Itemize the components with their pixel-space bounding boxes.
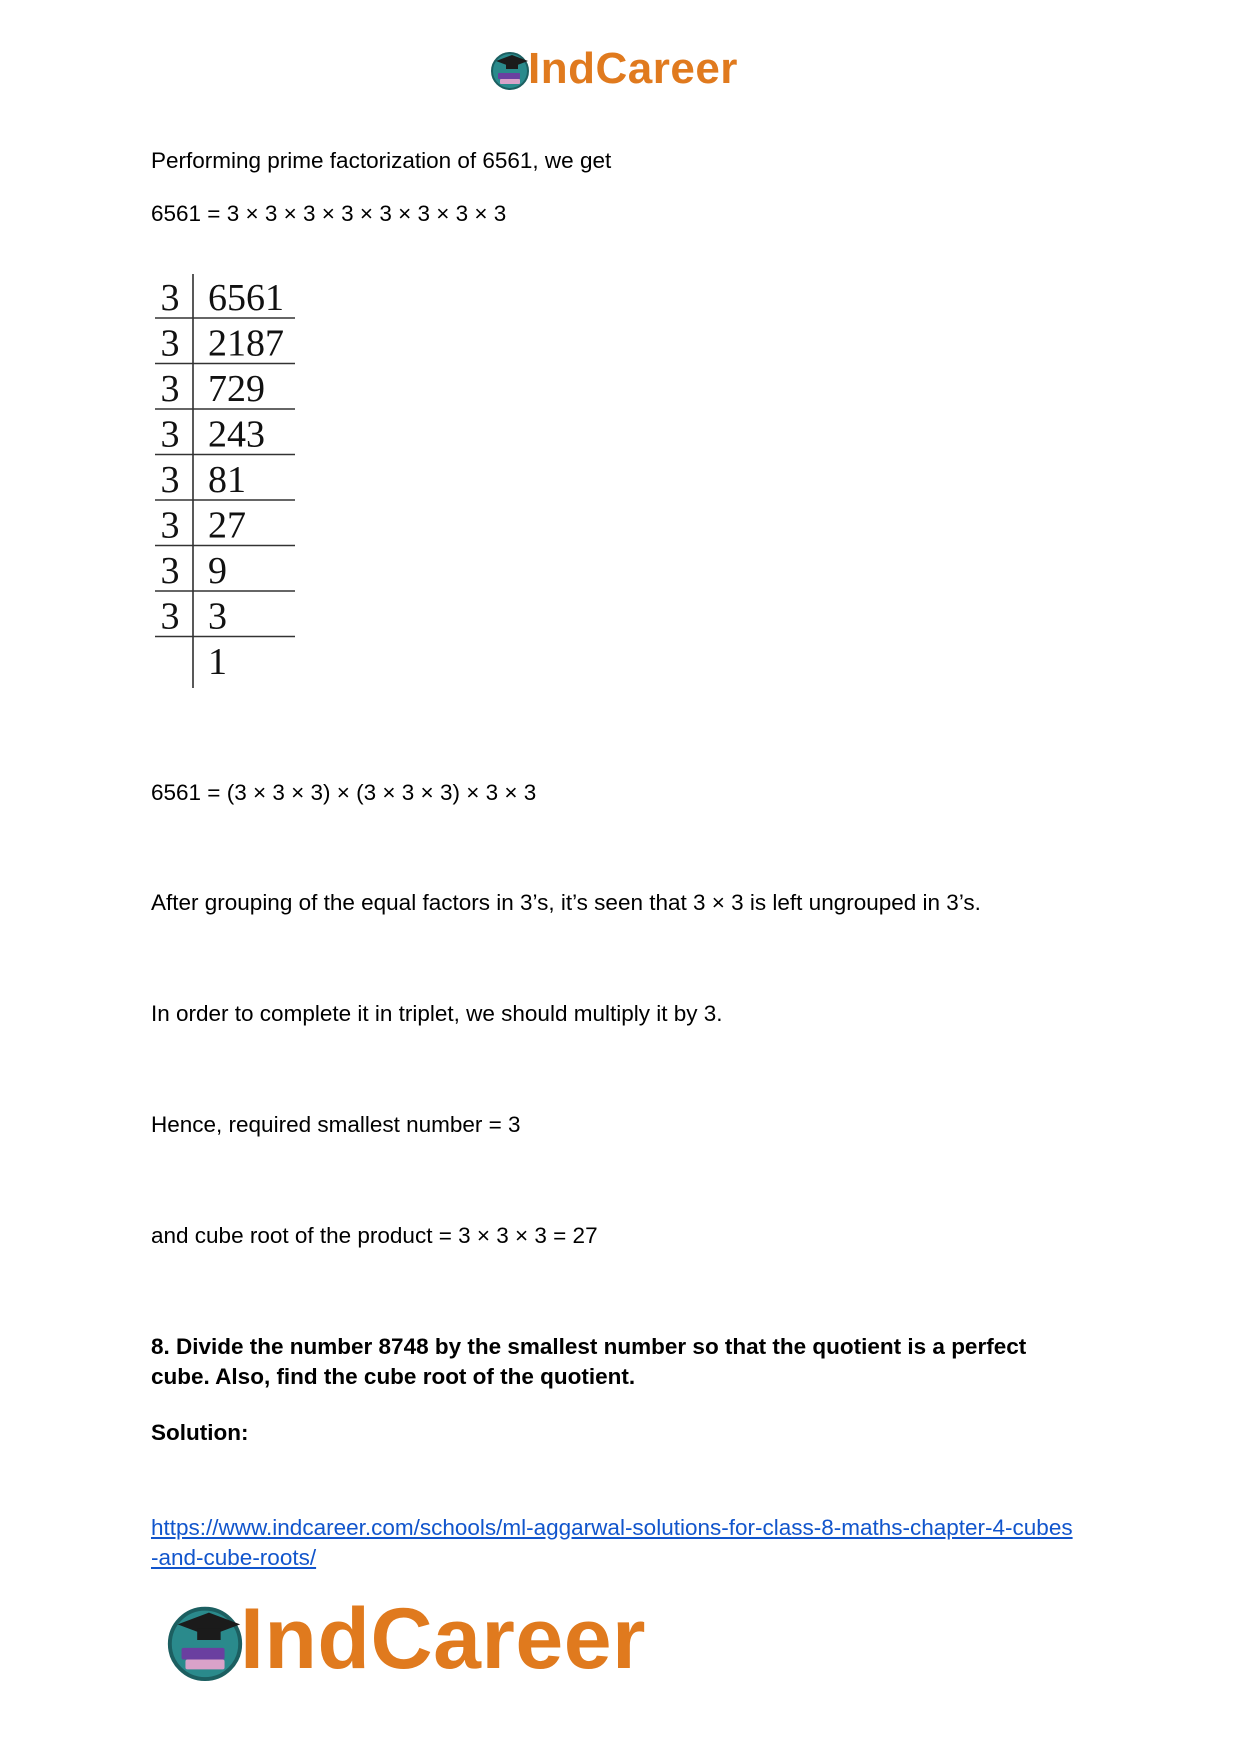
ladder-divisor: 3 [160,459,180,501]
ladder-dividend: 3 [208,595,227,638]
ladder-dividend: 1 [208,641,227,683]
logo-globe-icon [488,47,532,91]
ladder-divisor: 3 [160,504,180,547]
solution-label: Solution: [151,1420,249,1445]
ladder-dividend: 6561 [208,277,284,319]
ladder-divisor: 3 [160,322,180,365]
ladder-divisor: 3 [160,595,180,638]
factorization-text: 6561 = 3 × 3 × 3 × 3 × 3 × 3 × 3 × 3 [151,201,507,226]
footer-logo-text: IndCareer [240,1591,646,1687]
logo-globe-icon [162,1597,248,1683]
grouping-text: 6561 = (3 × 3 × 3) × (3 × 3 × 3) × 3 × 3 [151,780,537,805]
ladder-dividend: 2187 [208,322,284,365]
ladder-dividend: 243 [208,413,265,456]
cube-root-text: and cube root of the product = 3 × 3 × 3 = 27 [151,1223,598,1248]
source-link-line-2[interactable]: -and-cube-roots/ [151,1545,317,1570]
source-link-line-1[interactable]: https://www.indcareer.com/schools/ml-aggarwal-solutions-for-class-8-maths-chapter-4-cubes [151,1515,1073,1540]
intro-text: Performing prime factorization of 6561, we get [151,148,612,173]
question-line-2: cube. Also, find the cube root of the quotient. [151,1364,636,1389]
hence-text: Hence, required smallest number = 3 [151,1112,521,1137]
ladder-dividend: 729 [208,368,265,410]
after-grouping-text: After grouping of the equal factors in 3’s, it’s seen that 3 × 3 is left ungrouped in 3’s. [151,890,981,915]
ladder-dividend: 9 [208,550,227,592]
ladder-divisor: 3 [160,413,180,456]
complete-triplet-text: In order to complete it in triplet, we should multiply it by 3. [151,1001,723,1026]
question-line-1: 8. Divide the number 8748 by the smallest number so that the quotient is a perfect [151,1334,1027,1359]
header-logo [488,44,738,94]
ladder-divisor: 3 [160,368,180,410]
ladder-divisor: 3 [160,550,180,592]
ladder-divisor: 3 [160,277,180,319]
ladder-dividend: 81 [208,459,246,501]
footer-logo [162,1590,646,1689]
logo-text: IndCareer [528,44,738,93]
ladder-dividend: 27 [208,504,246,547]
division-ladder [155,272,305,692]
